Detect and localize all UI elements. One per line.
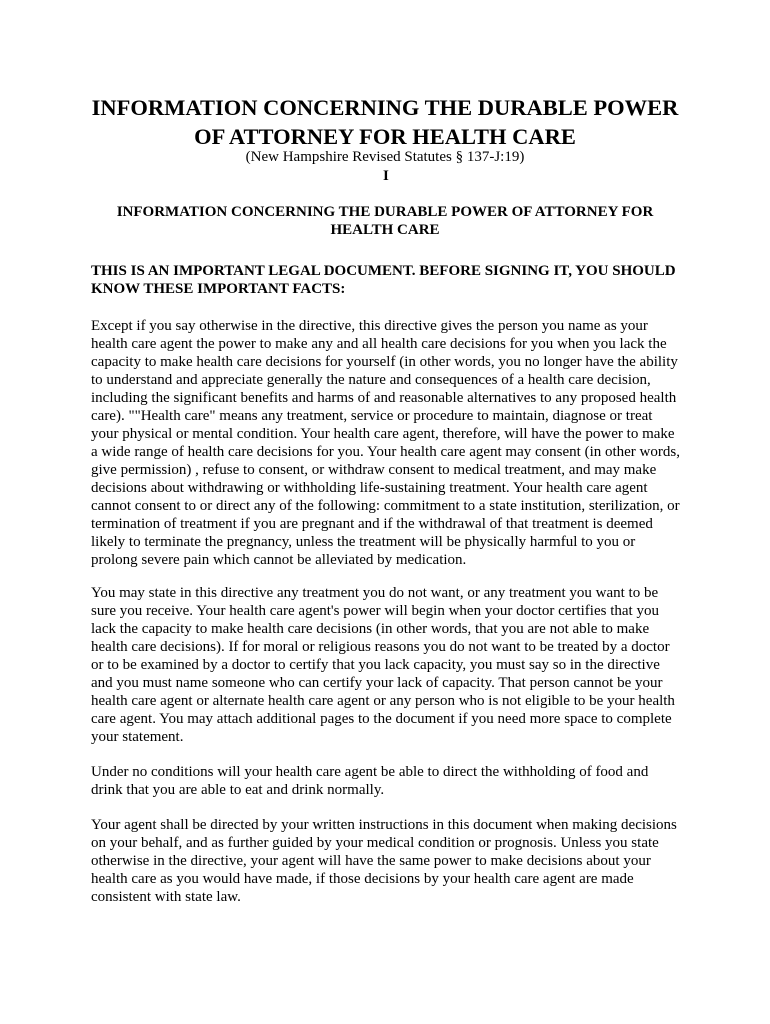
paragraph-treatment-statements: You may state in this directive any treatment you do not want, or any treatment you want to be sure you receive. Your health care agent's power will begin when your doctor certifies that you lack the capacity to make health care decisions (in other words, that you are not able to make health care decisions). If for moral or religious reasons you do not want to be treated by a doctor or to be examined by a doctor to certify that you lack capacity, you must say so in the directive and you must name someone who can certify your lack of capacity. That person cannot be your health care agent or alternate health care agent or any person who is not eligible to be your health care agent. You may attach additional pages to the document if you need more space to complete your statement.: [91, 585, 675, 745]
document-title: INFORMATION CONCERNING THE DURABLE POWER OF ATTORNEY FOR HEALTH CARE: [91, 95, 679, 149]
statute-citation: (New Hampshire Revised Statutes § 137-J:19): [245, 149, 525, 165]
paragraph-food-and-drink: Under no conditions will your health care agent be able to direct the withholding of food and drink that you are able to eat and drink normally.: [91, 764, 649, 798]
important-notice: THIS IS AN IMPORTANT LEGAL DOCUMENT. BEFORE SIGNING IT, YOU SHOULD KNOW THESE IMPORTANT FACTS:: [91, 263, 676, 297]
paragraph-agent-powers: Except if you say otherwise in the directive, this directive gives the person you name as your health care agent the power to make any and all health care decisions for you when you lack the capacity to make health care decisions for yourself (in other words, you no longer have the ability to understand and appreciate generally the nature and consequences of a health care decision, including the significant benefits and harms of and reasonable alternatives to any proposed health care). ""Health care" means any treatment, service or procedure to maintain, diagnose or treat your physical or mental condition. Your health care agent, therefore, will have the power to make a wide range of health care decisions for you. Your health care agent may consent (in other words, give permission) , refuse to consent, or withdraw consent to medical treatment, and may make decisions about withdrawing or withholding life-sustaining treatment. Your health care agent cannot consent to or direct any of the following: commitment to a state institution, sterilization, or termination of treatment if you are pregnant and if the withdrawal of that treatment is deemed likely to terminate the pregnancy, unless the treatment will be physically harmful to you or prolong severe pain which cannot be alleviated by medication.: [91, 318, 680, 568]
text-cursor-marker: I: [383, 168, 389, 184]
paragraph-agent-directions: Your agent shall be directed by your written instructions in this document when making decisions on your behalf, and as further guided by your medical condition or prognosis. Unless you state otherwise in the directive, your agent will have the same power to make decisions about your health care as you would have made, if those decisions by your health care agent are made consistent with state law.: [91, 817, 677, 905]
section-heading: INFORMATION CONCERNING THE DURABLE POWER OF ATTORNEY FOR HEALTH CARE: [116, 204, 654, 238]
